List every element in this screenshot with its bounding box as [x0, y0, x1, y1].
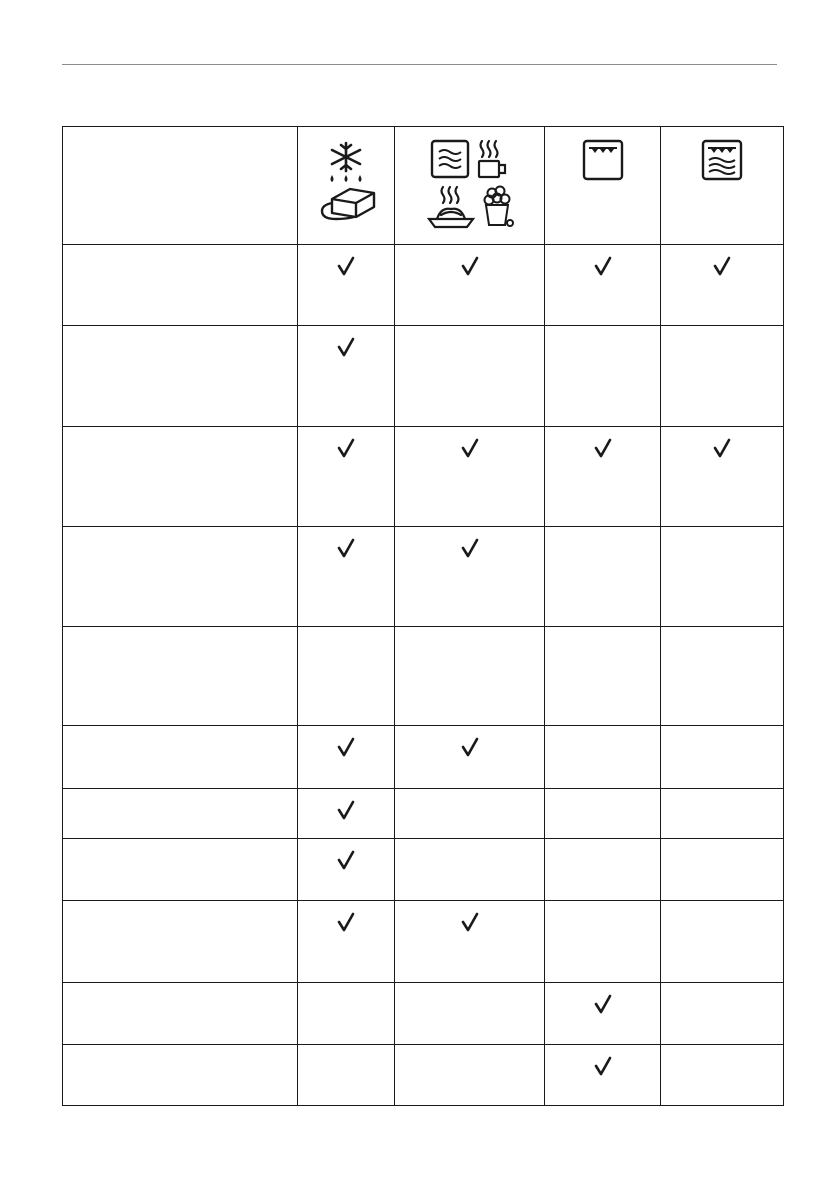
cell-combi — [661, 901, 784, 983]
checkmark-icon — [336, 437, 356, 459]
checkmark-icon — [460, 911, 480, 933]
cell-microwave — [395, 901, 545, 983]
header-oven-cell — [545, 127, 661, 245]
checkmark-icon — [460, 736, 480, 758]
row-label — [63, 839, 298, 901]
row-label — [63, 326, 298, 427]
cell-microwave — [395, 527, 545, 627]
checkmark-icon — [593, 437, 613, 459]
cell-defrost — [298, 901, 395, 983]
cell-combi — [661, 726, 784, 789]
row-label — [63, 901, 298, 983]
checkmark-icon — [460, 255, 480, 277]
cell-oven — [545, 789, 661, 839]
microwave-window-icon — [430, 139, 470, 179]
row-label — [63, 789, 298, 839]
checkmark-icon — [336, 537, 356, 559]
row-label — [63, 627, 298, 726]
hot-dish-icon — [425, 185, 477, 229]
cell-oven — [545, 983, 661, 1045]
cell-defrost — [298, 527, 395, 627]
table-row — [63, 726, 784, 789]
cell-oven — [545, 527, 661, 627]
table-row — [63, 326, 784, 427]
cell-microwave — [395, 245, 545, 326]
hot-cup-icon — [474, 139, 510, 179]
cell-defrost — [298, 1045, 395, 1106]
cell-combi — [661, 1045, 784, 1106]
checkmark-icon — [460, 437, 480, 459]
cell-defrost — [298, 839, 395, 901]
table-row — [63, 839, 784, 901]
cell-microwave — [395, 326, 545, 427]
cell-oven — [545, 245, 661, 326]
microwave-combi-icon — [701, 139, 743, 181]
popcorn-icon — [481, 185, 515, 229]
table-row — [63, 1045, 784, 1106]
cell-oven — [545, 427, 661, 527]
table-row — [63, 527, 784, 627]
cell-combi — [661, 789, 784, 839]
cell-oven — [545, 726, 661, 789]
table-row — [63, 427, 784, 527]
cell-defrost — [298, 627, 395, 726]
cookware-compatibility-table — [62, 126, 784, 1106]
header-label-cell — [63, 127, 298, 245]
cell-defrost — [298, 983, 395, 1045]
cell-microwave — [395, 1045, 545, 1106]
checkmark-icon — [336, 849, 356, 871]
cell-oven — [545, 839, 661, 901]
checkmark-icon — [593, 993, 613, 1015]
checkmark-icon — [712, 255, 732, 277]
cell-oven — [545, 627, 661, 726]
cell-combi — [661, 983, 784, 1045]
row-label — [63, 245, 298, 326]
checkmark-icon — [460, 537, 480, 559]
row-label — [63, 527, 298, 627]
cell-microwave — [395, 789, 545, 839]
header-defrost-cell — [298, 127, 395, 245]
cell-combi — [661, 427, 784, 527]
table-row — [63, 983, 784, 1045]
row-label — [63, 726, 298, 789]
table-row — [63, 627, 784, 726]
top-rule — [62, 64, 777, 65]
table-row — [63, 901, 784, 983]
cell-defrost — [298, 726, 395, 789]
row-label — [63, 427, 298, 527]
cell-combi — [661, 839, 784, 901]
checkmark-icon — [336, 736, 356, 758]
cell-microwave — [395, 726, 545, 789]
cell-microwave — [395, 627, 545, 726]
checkmark-icon — [336, 336, 356, 358]
checkmark-icon — [712, 437, 732, 459]
cell-combi — [661, 627, 784, 726]
row-label — [63, 1045, 298, 1106]
table-row — [63, 789, 784, 839]
checkmark-icon — [336, 911, 356, 933]
cell-defrost — [298, 427, 395, 527]
cell-combi — [661, 326, 784, 427]
cell-microwave — [395, 839, 545, 901]
cell-defrost — [298, 245, 395, 326]
cell-microwave — [395, 983, 545, 1045]
cell-microwave — [395, 427, 545, 527]
row-label — [63, 983, 298, 1045]
defrost-icon — [314, 139, 378, 233]
checkmark-icon — [593, 255, 613, 277]
cell-defrost — [298, 789, 395, 839]
cell-oven — [545, 1045, 661, 1106]
cell-defrost — [298, 326, 395, 427]
cell-oven — [545, 326, 661, 427]
table-header-row — [63, 127, 784, 245]
oven-top-heat-icon — [582, 139, 624, 181]
table-row — [63, 245, 784, 326]
cell-combi — [661, 527, 784, 627]
header-combi-cell — [661, 127, 784, 245]
cell-oven — [545, 901, 661, 983]
checkmark-icon — [336, 799, 356, 821]
header-microwave-cell — [395, 127, 545, 245]
checkmark-icon — [593, 1055, 613, 1077]
cell-combi — [661, 245, 784, 326]
checkmark-icon — [336, 255, 356, 277]
